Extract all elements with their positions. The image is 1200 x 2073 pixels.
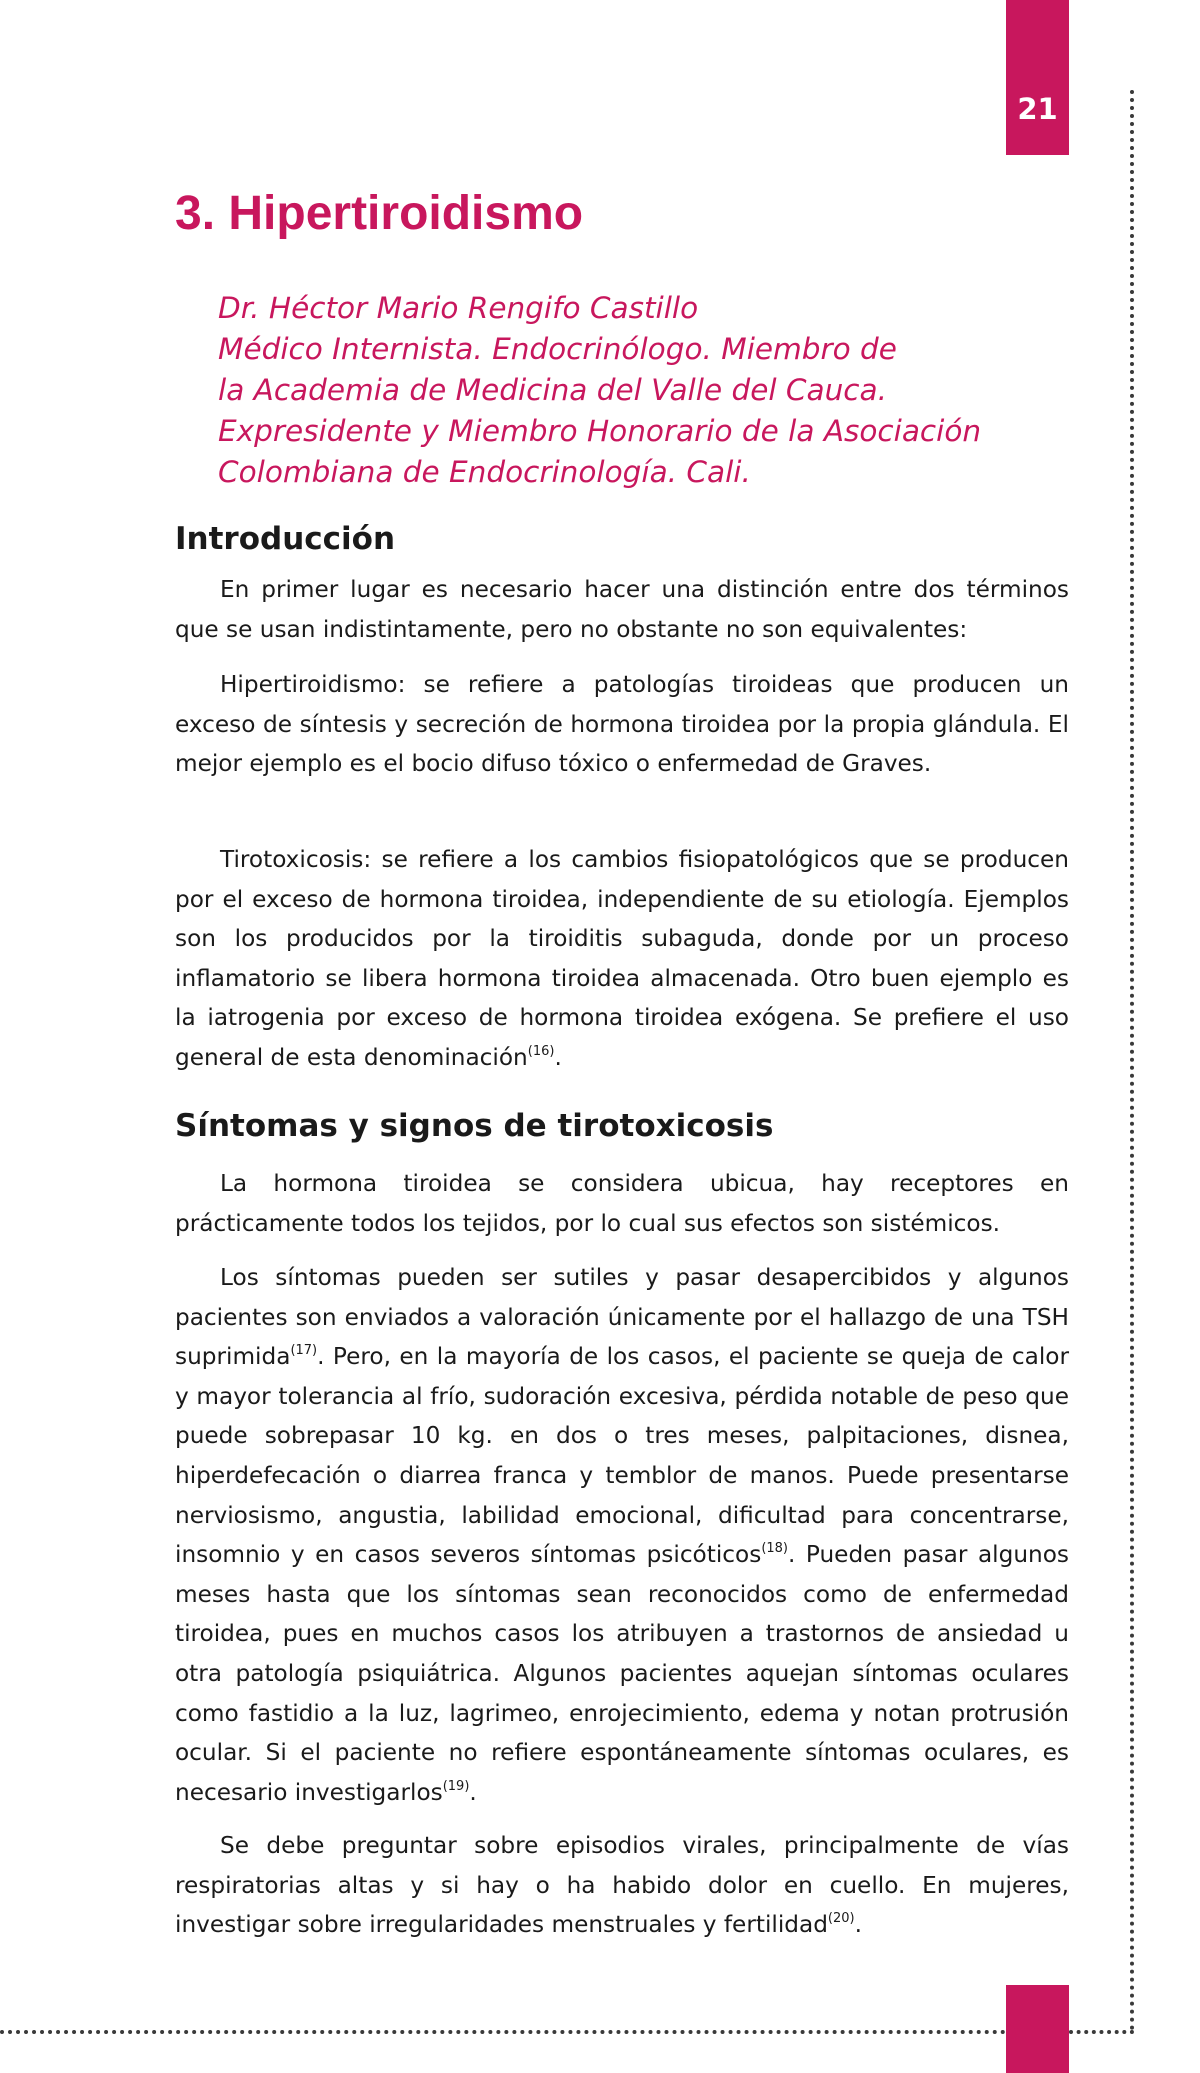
page-number: 21 [1017,92,1058,126]
paragraph: Hipertiroidismo: se refiere a patologías tiroideas que producen un exceso de síntesis y secreción de hormona tiroidea por la propia glándula. El mejor ejemplo es el bocio difuso tóxico o enfermedad de Graves. [175,671,1069,778]
page-number-tab [1006,0,1069,155]
paragraph-text: Se debe preguntar sobre episodios virales, principalmente de vías respiratorias altas y si hay o ha habido dolor en cuello. En mujeres, investigar sobre irregularidades menstruales y fertilidad [175,1832,1069,1939]
dotted-border-bottom [0,2030,1006,2034]
author-name: Dr. Héctor Mario Rengifo Castillo [218,291,699,325]
paragraph [175,840,1069,1078]
section-heading-introduccion: Introducción [175,521,396,557]
dotted-border-bottom-right [1069,2030,1134,2034]
paragraph-text: . Pero, en la mayoría de los casos, el paciente se queja de calor y mayor tolerancia al frío, sudoración excesiva, pérdida notable de peso que puede sobrepasar 10 kg. en dos o tres meses, palpitaciones, disnea, hiperdefecación o diarrea franca y temblor de manos. Puede presentarse nerviosismo, angustia, labilidad emocional, dificultad para concentrarse, insomnio y en casos severos síntomas psicóticos [175,1343,1069,1569]
paragraph [175,1258,1069,1812]
citation-ref: (19) [442,1778,470,1794]
chapter-title: 3. Hipertiroidismo [175,187,584,240]
paragraph-text: Los síntomas pueden ser sutiles y pasar desapercibidos y algunos pacientes son enviados a valoración únicamente por el hallazgo de una TSH suprimida [175,1264,1069,1371]
citation-ref: (16) [527,1043,555,1059]
paragraph: En primer lugar es necesario hacer una distinción entre dos términos que se usan indistintamente, pero no obstante no son equivalentes: [175,576,1069,643]
citation-ref: (17) [290,1343,318,1359]
author-block [218,288,1078,493]
bottom-tab [1006,1985,1069,2073]
author-credential: Colombiana de Endocrinología. Cali. [218,455,751,489]
paragraph-text: . Pueden pasar algunos meses hasta que los síntomas sean reconocidos como de enfermedad tiroidea, pues en muchos casos los atribuyen a trastornos de ansiedad u otra patología psiquiátrica. Algunos pacientes aquejan síntomas oculares como fastidio a la luz, lagrimeo, enrojecimiento, edema y notan protrusión ocular. Si el paciente no refiere espontáneamente síntomas oculares, es necesario investigarlos [175,1541,1070,1806]
author-credential: Expresidente y Miembro Honorario de la Asociación [218,414,982,448]
paragraph [175,1826,1069,1945]
paragraph-text: . [554,1043,562,1071]
dotted-border-right [1130,90,1134,2032]
paragraph-text: . [854,1911,862,1939]
section-heading-sintomas: Síntomas y signos de tirotoxicosis [175,1108,774,1144]
citation-ref: (18) [761,1541,788,1557]
author-credential: la Academia de Medicina del Valle del Cauca. [218,373,887,407]
paragraph: La hormona tiroidea se considera ubicua, hay receptores en prácticamente todos los tejidos, por lo cual sus efectos son sistémicos. [175,1170,1069,1237]
author-credential: Médico Internista. Endocrinólogo. Miembro de [218,332,897,366]
citation-ref: (20) [827,1911,855,1927]
paragraph-text: Tirotoxicosis: se refiere a los cambios fisiopatológicos que se producen por el exceso de hormona tiroidea, independiente de su etiología. Ejemplos son los producidos por la tiroiditis subaguda, donde por un proceso inflamatorio se libera hormona tiroidea almacenada. Otro buen ejemplo es la iatrogenia por exceso de hormona tiroidea exógena. Se prefiere el uso general de esta denominación [175,846,1069,1071]
paragraph-text: . [469,1778,477,1806]
